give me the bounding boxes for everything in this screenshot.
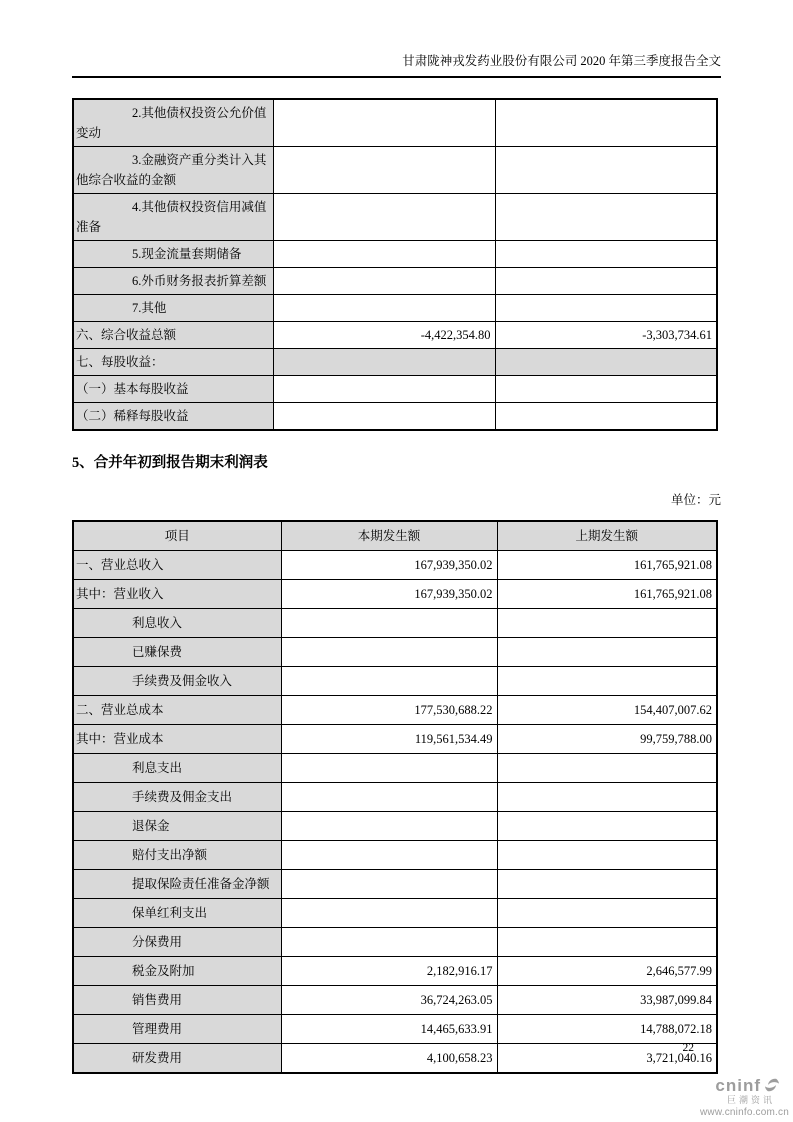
row-prior-value	[497, 899, 717, 928]
row-current-value	[281, 841, 497, 870]
table-row	[73, 638, 717, 667]
row-label: 七、每股收益：	[73, 349, 273, 376]
page-number: 22	[682, 1042, 694, 1054]
comprehensive-income-table	[72, 98, 718, 431]
table-row	[73, 322, 717, 349]
table-row	[73, 725, 717, 754]
row-prior-value	[497, 638, 717, 667]
document-header-title: 甘肃陇神戎发药业股份有限公司 2020 年第三季度报告全文	[402, 54, 721, 68]
table-row	[73, 1044, 717, 1074]
row-current-value	[281, 638, 497, 667]
table-row	[73, 609, 717, 638]
column-header-item: 项目	[73, 521, 281, 551]
row-label: 退保金	[73, 812, 281, 841]
table-row	[73, 957, 717, 986]
row-prior-value	[497, 928, 717, 957]
row-label: 4.其他债权投资信用减值准备	[73, 194, 273, 241]
row-label: 分保费用	[73, 928, 281, 957]
row-current-value	[273, 147, 495, 194]
row-current-value	[281, 783, 497, 812]
page-content	[72, 48, 721, 1074]
row-current-value	[281, 899, 497, 928]
row-prior-value: 3,721,040.16	[497, 1044, 717, 1074]
row-label: 保单红利支出	[73, 899, 281, 928]
row-current-value	[273, 241, 495, 268]
row-current-value	[281, 754, 497, 783]
row-current-value: 36,724,263.05	[281, 986, 497, 1015]
row-prior-value	[495, 194, 717, 241]
row-prior-value	[497, 783, 717, 812]
row-label: 一、营业总收入	[73, 551, 281, 580]
row-label: 已赚保费	[73, 638, 281, 667]
table-row	[73, 268, 717, 295]
swirl-icon	[763, 1076, 781, 1094]
row-current-value: 119,561,534.49	[281, 725, 497, 754]
row-prior-value	[495, 403, 717, 431]
row-label: 手续费及佣金收入	[73, 667, 281, 696]
row-prior-value	[495, 268, 717, 295]
row-current-value	[273, 349, 495, 376]
row-label: 销售费用	[73, 986, 281, 1015]
row-label: 5.现金流量套期储备	[73, 241, 273, 268]
row-label: 研发费用	[73, 1044, 281, 1074]
cninfo-chinese-name: 巨潮资讯	[726, 1095, 775, 1105]
row-current-value	[281, 812, 497, 841]
row-label: 其中：营业收入	[73, 580, 281, 609]
row-prior-value	[497, 754, 717, 783]
table-row	[73, 870, 717, 899]
cninfo-url: www.cninfo.com.cn	[700, 1107, 789, 1118]
table-row	[73, 194, 717, 241]
row-current-value	[273, 295, 495, 322]
table-row	[73, 376, 717, 403]
row-prior-value	[495, 99, 717, 147]
row-prior-value: 161,765,921.08	[497, 580, 717, 609]
row-current-value: 4,100,658.23	[281, 1044, 497, 1074]
table-row	[73, 349, 717, 376]
cninfo-brand-text: cninf	[715, 1075, 761, 1095]
row-prior-value: 161,765,921.08	[497, 551, 717, 580]
row-prior-value: 33,987,099.84	[497, 986, 717, 1015]
row-current-value	[281, 667, 497, 696]
row-label: 赔付支出净额	[73, 841, 281, 870]
row-label: （一）基本每股收益	[73, 376, 273, 403]
cninfo-logo	[700, 1076, 789, 1118]
row-prior-value: 2,646,577.99	[497, 957, 717, 986]
row-prior-value	[497, 870, 717, 899]
row-prior-value	[495, 349, 717, 376]
row-prior-value: 99,759,788.00	[497, 725, 717, 754]
row-prior-value	[495, 376, 717, 403]
row-label: 2.其他债权投资公允价值变动	[73, 99, 273, 147]
table-row	[73, 667, 717, 696]
unit-label: 单位：元	[670, 493, 721, 507]
row-prior-value: 14,788,072.18	[497, 1015, 717, 1044]
row-prior-value	[497, 812, 717, 841]
row-label: 6.外币财务报表折算差额	[73, 268, 273, 295]
row-current-value: 167,939,350.02	[281, 551, 497, 580]
row-current-value	[273, 376, 495, 403]
row-current-value	[281, 870, 497, 899]
cninfo-logo-brand-row	[700, 1076, 789, 1094]
row-label: 其中：营业成本	[73, 725, 281, 754]
row-current-value	[273, 268, 495, 295]
row-prior-value	[497, 667, 717, 696]
row-label: 管理费用	[73, 1015, 281, 1044]
table-row	[73, 403, 717, 431]
row-prior-value	[495, 295, 717, 322]
row-label: 手续费及佣金支出	[73, 783, 281, 812]
row-label: 7.其他	[73, 295, 273, 322]
row-current-value: -4,422,354.80	[273, 322, 495, 349]
row-label: 提取保险责任准备金净额	[73, 870, 281, 899]
row-prior-value	[495, 147, 717, 194]
table-row	[73, 754, 717, 783]
table-row	[73, 783, 717, 812]
row-current-value	[281, 928, 497, 957]
column-header-current-period: 本期发生额	[281, 521, 497, 551]
row-label: 税金及附加	[73, 957, 281, 986]
table-row	[73, 147, 717, 194]
table-row	[73, 986, 717, 1015]
row-label: 二、营业总成本	[73, 696, 281, 725]
table-row	[73, 899, 717, 928]
row-current-value	[273, 194, 495, 241]
row-current-value: 2,182,916.17	[281, 957, 497, 986]
table-row	[73, 295, 717, 322]
section-title: 5、合并年初到报告期末利润表	[72, 455, 268, 471]
row-label: 利息收入	[73, 609, 281, 638]
column-header-prior-period: 上期发生额	[497, 521, 717, 551]
income-statement-table	[72, 520, 718, 1074]
document-header	[72, 48, 721, 78]
row-label: 3.金融资产重分类计入其他综合收益的金额	[73, 147, 273, 194]
table-row	[73, 841, 717, 870]
table-row	[73, 99, 717, 147]
row-prior-value	[497, 841, 717, 870]
table-header-row	[73, 521, 717, 551]
row-prior-value: 154,407,007.62	[497, 696, 717, 725]
row-current-value	[273, 403, 495, 431]
row-label: 六、综合收益总额	[73, 322, 273, 349]
row-current-value: 167,939,350.02	[281, 580, 497, 609]
table-row	[73, 1015, 717, 1044]
table-row	[73, 928, 717, 957]
row-current-value: 14,465,633.91	[281, 1015, 497, 1044]
row-label: （二）稀释每股收益	[73, 403, 273, 431]
table-row	[73, 580, 717, 609]
table-row	[73, 696, 717, 725]
table-row	[73, 551, 717, 580]
row-prior-value: -3,303,734.61	[495, 322, 717, 349]
table-row	[73, 241, 717, 268]
row-prior-value	[495, 241, 717, 268]
row-current-value: 177,530,688.22	[281, 696, 497, 725]
row-label: 利息支出	[73, 754, 281, 783]
table-row	[73, 812, 717, 841]
row-current-value	[273, 99, 495, 147]
row-current-value	[281, 609, 497, 638]
row-prior-value	[497, 609, 717, 638]
